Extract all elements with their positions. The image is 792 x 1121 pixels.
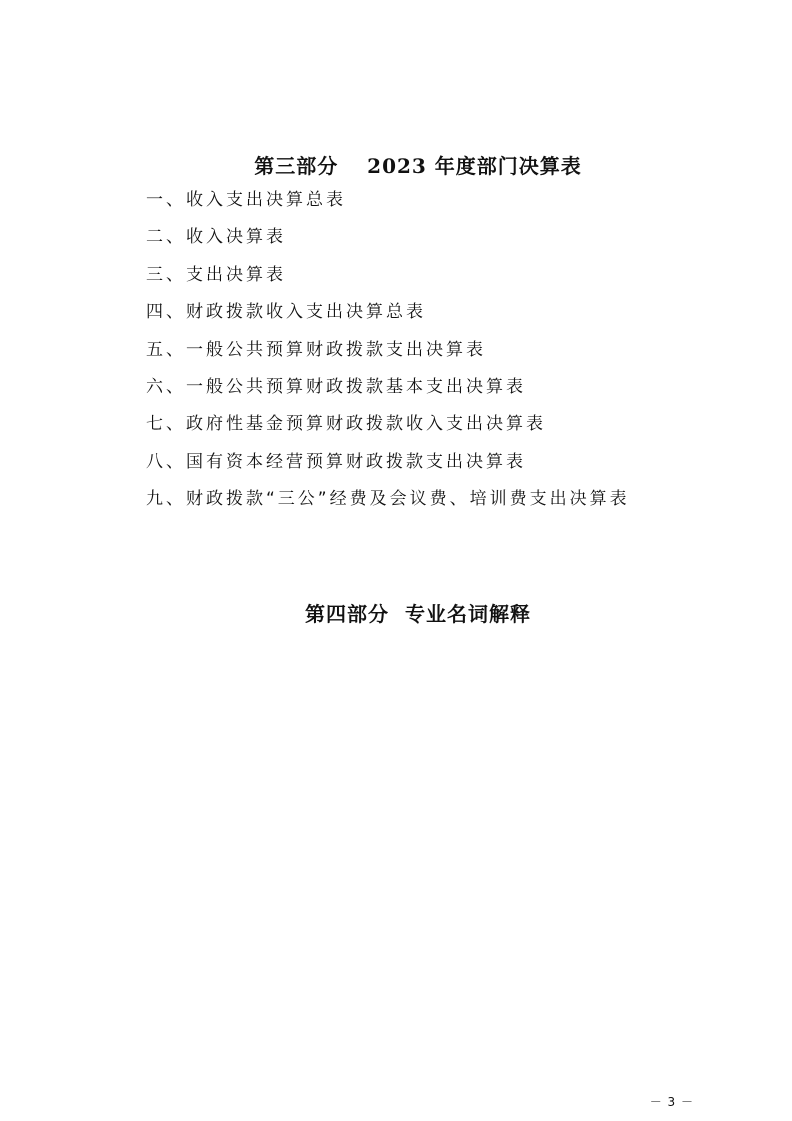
toc-item: 七、政府性基金预算财政拨款收入支出决算表 xyxy=(146,414,546,435)
toc-item: 一、收入支出决算总表 xyxy=(146,190,346,210)
table-of-contents xyxy=(146,187,630,524)
section-title-part3: 第三部分 2023 年度部门决算表 xyxy=(254,154,582,178)
toc-item: 八、国有资本经营预算财政拨款支出决算表 xyxy=(146,451,526,472)
toc-item: 五、一般公共预算财政拨款支出决算表 xyxy=(146,339,486,360)
section-title-part4: 第四部分 专业名词解释 xyxy=(305,602,531,626)
toc-item: 二、收入决算表 xyxy=(146,227,286,248)
toc-item: 九、财政拨款“三公”经费及会议费、培训费支出决算表 xyxy=(146,489,630,510)
toc-item: 三、支出决算表 xyxy=(146,264,286,285)
toc-item: 六、一般公共预算财政拨款基本支出决算表 xyxy=(146,376,526,397)
toc-item: 四、财政拨款收入支出决算总表 xyxy=(146,302,426,323)
page-number: － 3 － xyxy=(649,1095,694,1109)
